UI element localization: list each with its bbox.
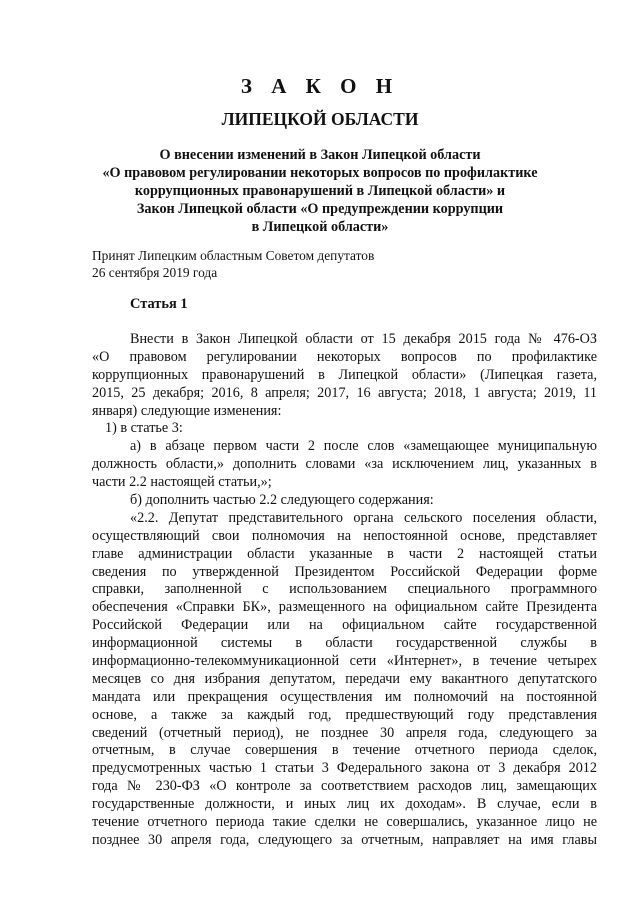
- body-line: осуществляющий свои полномочия на непостоянной основе, представляет: [92, 527, 597, 544]
- adoption-note: [92, 248, 552, 281]
- subtitle-line: коррупционных правонарушений в Липецкой области» и: [134, 183, 506, 199]
- adoption-line: Принят Липецким областным Советом депутатов: [92, 248, 375, 263]
- subtitle-line: О внесении изменений в Закон Липецкой области: [159, 147, 481, 163]
- body-line: января) следующие изменения:: [92, 402, 282, 419]
- body-line: года № 230-ФЗ «О контроле за соответствием расходов лиц, замещающих: [92, 778, 597, 795]
- law-region: ЛИПЕЦКОЙ ОБЛАСТИ: [221, 109, 419, 129]
- law-title: З А К О Н: [240, 74, 400, 98]
- body-line: б) дополнить частью 2.2 следующего содержания:: [130, 492, 434, 509]
- body-line: части 2.2 настоящей статьи,»;: [92, 474, 272, 491]
- body-line: справки, заполненной с использованием специального программного: [92, 581, 597, 598]
- body-line: течение отчетного периода такие сделки не совершались, указанное лицо не: [92, 814, 597, 831]
- body-line: информационной системы в области государственной службы в: [92, 635, 597, 652]
- body-line: должность области,» дополнить словами «за исключением лиц, указанных в: [92, 456, 597, 473]
- body-line: Внести в Закон Липецкой области от 15 декабря 2015 года № 476-ОЗ: [130, 331, 597, 347]
- body-line: государственные должности, и иных лиц их доходам». В случае, если в: [92, 796, 597, 813]
- body-line: «2.2. Депутат представительного органа сельского поселения области,: [130, 509, 597, 526]
- body-line: позднее 30 апреля года, следующего за отчетным, направляет на имя главы: [92, 831, 597, 848]
- body-line: а) в абзаце первом части 2 после слов «замещающее муниципальную: [130, 438, 597, 455]
- body-line: Российской Федерации или на официальном сайте государственной: [92, 617, 597, 634]
- body-line: сведения по утвержденной Президентом Российской Федерации форме: [92, 563, 597, 580]
- law-subtitle: [90, 146, 550, 236]
- subtitle-line: в Липецкой области»: [251, 219, 389, 235]
- body-line: основе, а также за каждый год, предшествующий году представления: [92, 706, 597, 723]
- body-line: мандата или прекращения осуществления им полномочий на постоянной: [92, 688, 597, 705]
- adoption-date: 26 сентября 2019 года: [92, 264, 218, 280]
- subtitle-line: Закон Липецкой области «О предупреждении коррупции: [136, 201, 504, 217]
- body-line: предусмотренных частью 1 статьи 3 Федерального закона от 3 декабря 2012: [92, 760, 597, 777]
- body-line: 1) в статье 3:: [105, 420, 183, 437]
- subtitle-line: «О правовом регулировании некоторых вопросов по профилактике: [102, 165, 538, 181]
- body-line: главе администрации области указанные в части 2 настоящей статьи: [92, 545, 597, 562]
- body-line: коррупционных правонарушений в Липецкой области» (Липецкая газета,: [92, 366, 597, 383]
- body-line: «О правовом регулировании некоторых вопросов по профилактике: [92, 348, 597, 365]
- body-line: обеспечения «Справки БК», размещенного на официальном сайте Президента: [92, 599, 597, 616]
- body-line: сведений (отчетный период), не позднее 30 апреля года, следующего за: [92, 724, 597, 741]
- article-title: Статья 1: [130, 296, 188, 312]
- body-line: отчетным, в случае совершения в течение отчетного периода сделок,: [92, 742, 597, 759]
- body-line: 2015, 25 декабря; 2016, 8 апреля; 2017, 16 августа; 2018, 1 августа; 2019, 11: [92, 384, 597, 401]
- body-line: информационно-телекоммуникационной сети «Интернет», в течение четырех: [92, 653, 597, 670]
- article-body: [92, 331, 597, 850]
- body-line: месяцев со дня избрания депутатом, передачи ему вакантного депутатского: [92, 670, 597, 687]
